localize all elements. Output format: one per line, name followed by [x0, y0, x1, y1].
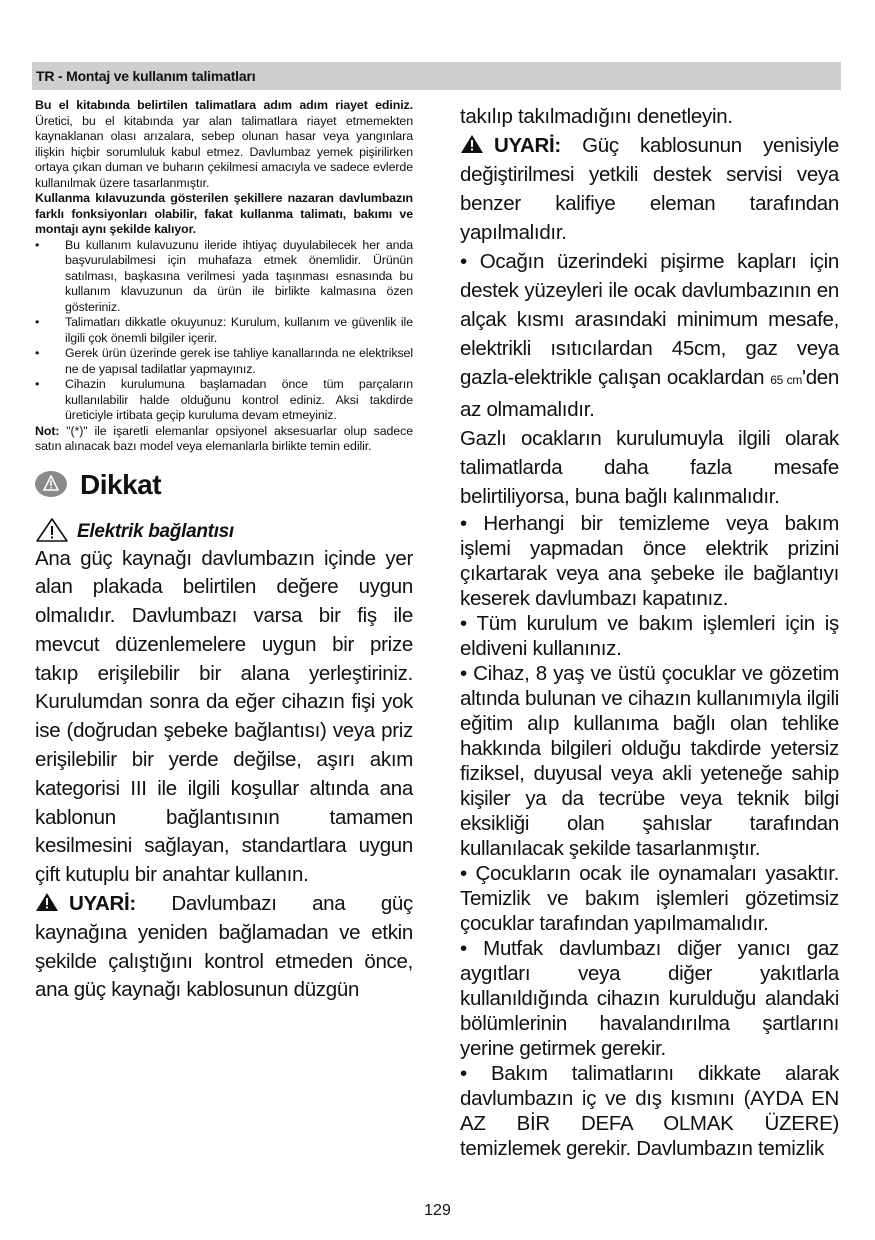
section-header-bar: [32, 62, 841, 90]
electrical-body: [35, 545, 413, 1006]
warning-circle-icon: [35, 471, 67, 497]
note-label: Not:: [35, 423, 60, 438]
warning-label: UYARİ:: [69, 892, 136, 916]
intro-bullet-list: [35, 238, 413, 424]
continuation-text: takılıp takılmadığını denetleyin.: [460, 105, 733, 128]
distance-tail: 'den az olmamalıdır.: [460, 366, 839, 421]
distance-small: 65 cm: [770, 373, 803, 387]
right-warning: [460, 131, 839, 247]
left-column: [35, 98, 413, 1005]
list-item: • Talimatları dikkatle okuyunuz: Kurulum, kullanım ve güvenlik ile ilgili çok önemli bilgiler içerir.: [35, 315, 413, 346]
maintenance-paragraph: • Bakım talimatlarını dikkate alarak davlumbazın iç ve dış kısmını (AYDA EN AZ BİR DEFA OLMAK ÜZERE) temizlemek gerekir. Davlumbazın temizlik: [460, 1062, 839, 1160]
warning-filled-icon: [460, 134, 484, 154]
right-block-bottom: [460, 936, 839, 1161]
page-number: 129: [424, 1202, 451, 1219]
electrical-warning: [35, 890, 413, 1005]
note-paragraph: [35, 424, 413, 455]
intro-lead: Bu el kitabında belirtilen talimatlara adım adım riayet ediniz.: [35, 98, 413, 112]
section-title: TR - Montaj ve kullanım talimatları: [36, 68, 256, 84]
warning-filled-icon: [35, 892, 59, 912]
dikkat-heading: [35, 467, 413, 507]
right-column: [460, 102, 839, 1161]
warning-text: Davlumbazı ana güç kaynağına yeniden bağlamadan ve etkin şekilde çalıştığını kontrol etmeden önce, ana güç kaynağı kablosunun düzgün: [35, 892, 413, 1002]
intro-block: [35, 98, 413, 455]
gas-paragraph: Gazlı ocakların kurulumuyla ilgili olarak talimatlarda daha fazla mesafe belirtiliyorsa, buna bağlı kalınmalıdır.: [460, 427, 839, 508]
ventilation-paragraph: • Mutfak davlumbazı diğer yanıcı gaz aygıtları veya diğer yakıtlarla kullanıldığında cihazın kurulduğu alandaki bölümlerinin havalandırılma şartlarını yerine getirmek gerekir.: [460, 937, 839, 1060]
right-block-middle: [460, 511, 839, 936]
electrical-heading-text: Elektrik bağlantısı: [77, 520, 234, 542]
gloves-paragraph: • Tüm kurulum ve bakım işlemleri için iş eldiveni kullanınız.: [460, 612, 839, 660]
list-item: • Cihazin kurulumuna başlamadan önce tüm parçaların kullanılabilir halde olduğunu kontrol ediniz. Aksi takdirde üreticiyle irtibata geçip kuruluma devam etmeyiniz.: [35, 377, 413, 424]
cleaning-paragraph: • Herhangi bir temizleme veya bakım işlemi yapmadan önce elektrik prizini çıkartarak veya ana şebeke ile bağlantıyı keserek davlumbazı kapatınız.: [460, 512, 839, 610]
distance-paragraph: [460, 247, 839, 424]
electrical-heading: [35, 517, 413, 545]
warning-triangle-icon: [35, 517, 69, 543]
list-item: • Bu kullanım kulavuzunu ileride ihtiyaç duyulabilecek her anda başvurulabilmesi için muhafaza etmek önemlidir. Ürünün satılması, başkasına verilmesi yada taşınması esnasında bu kullanım klavuzunun da ürün ile birlikte kalmasına özen gösteriniz.: [35, 238, 413, 316]
warning-text: Güç kablosunun yenisiyle değiştirilmesi yetkili destek servisi veya benzer kalifiye eleman tarafından yapılmalıdır.: [460, 134, 839, 244]
list-item: • Gerek ürün üzerinde gerek ise tahliye kanallarında ne elektriksel ne de yapısal tadilatlar yapmayınız.: [35, 346, 413, 377]
right-block-top: [460, 102, 839, 511]
dikkat-title: Dikkat: [80, 468, 162, 500]
distance-text: • Ocağın üzerindeki pişirme kapları için destek yüzeyleri ile ocak davlumbazının en alçak kısmı arasındaki minimum mesafe, elektrikli ısıtıcılardan 45cm, gaz veya gazla-elektrikle çalışan ocaklardan: [460, 250, 839, 389]
intro-rest: Üretici, bu el kitabında yar alan talimatlara riayet etmemekten kaynaklanan olası arızalara, sebep olunan hasar veya yangınlara ilişkin hiçbir sorumluluk kabul etmez. Davlumbaz yemek pişirilirken ortaya çıkan duman ve buharın çekilmesi amacıyla ve sadece evlerde kullanılmak üzere tasarlanmıştır.: [35, 113, 413, 190]
note-text: "(*)" ile işaretli elemanlar opsiyonel aksesuarlar olup sadece satın alınacak bazı model veya elemanlarla birlikte temin edilir.: [35, 423, 413, 453]
children-paragraph: • Cihaz, 8 yaş ve üstü çocuklar ve gözetim altında bulunan ve cihazın kullanımıyla ilgili eğitim alıp kullanıma bağlı olan tehlike hakkında bilgileri olduğu takdirde yetersiz fiziksel, duyusal veya akli yeteneğe sahip kişiler ya da tecrübe veya teknik bilgi eksikliği olan şahıslar tarafından kullanılacak şekilde tasarlanmıştır.: [460, 662, 839, 860]
warning-label: UYARİ:: [494, 134, 561, 157]
play-paragraph: • Çocukların ocak ile oynamaları yasaktır. Temizlik ve bakım işlemleri gözetimsiz çocuklar tarafından yapılmamalıdır.: [460, 862, 839, 935]
intro-paragraph: [35, 98, 413, 191]
electrical-paragraph: Ana güç kaynağı davlumbazın içinde yer alan plakada belirtilen değere uygun olmalıdır. Davlumbazı varsa bir fiş ile mevcut düzenlemelere uygun bir prize takıp erişilebilir bir alana yerleştiriniz. Kurulumdan sonra da eğer cihazın fişi yok ise (doğrudan şebeke bağlantısı) veya priz erişilebilir bir yerde değilse, aşırı akım kategorisi III ile ilgili koşullar altında ana kablonun bağlantısının tamamen kesilmesini sağlayan, standartlara uygun çift kutuplu bir anahtar kullanın.: [35, 546, 413, 887]
intro-bold-paragraph: Kullanma kılavuzunda gösterilen şekillere nazaran davlumbazın farklı fonksiyonları olabilir, fakat kullanma talimatı, bakımı ve montajı aynı şekilde kalıyor.: [35, 191, 413, 236]
